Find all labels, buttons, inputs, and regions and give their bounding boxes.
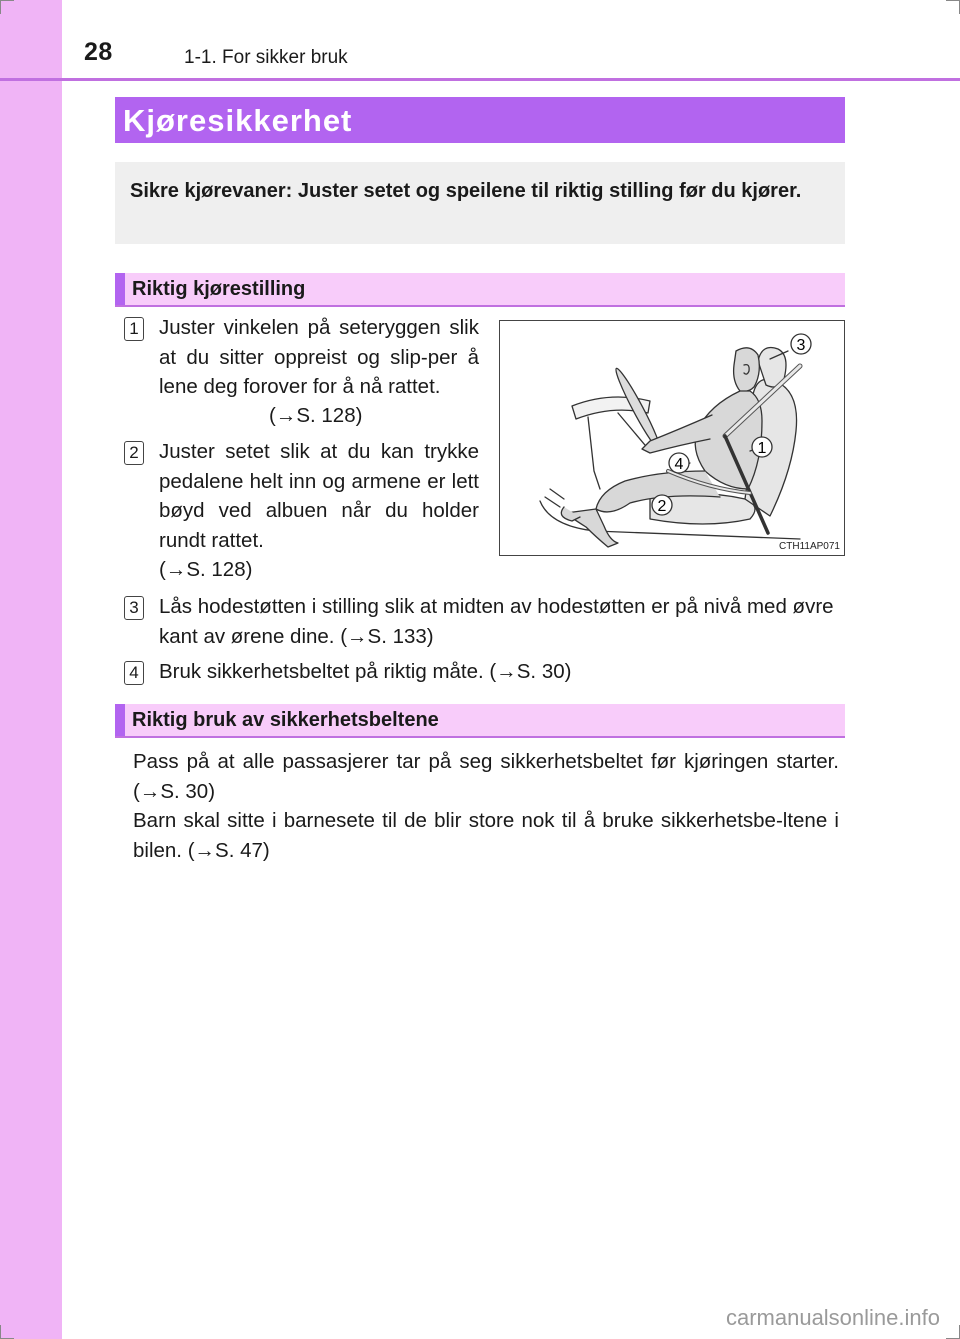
page-sidebar <box>0 0 62 1339</box>
paragraph: Pass på at alle passasjerer tar på seg sikkerhetsbeltet før kjøringen starter. (→S. 30) <box>133 750 839 803</box>
page-number: 28 <box>84 38 113 66</box>
item-text: Bruk sikkerhetsbeltet på riktig måte. <box>159 660 484 683</box>
subheader-accent-bar <box>115 704 125 736</box>
list-item <box>129 437 479 585</box>
header-rule <box>0 78 960 81</box>
item-number-badge: 3 <box>124 596 144 620</box>
callout-4: 4 <box>674 456 684 473</box>
item-text: Lås hodestøtten i stilling slik at midten av hodestøtten er på nivå med øvre kant av ørene dine. <box>159 595 834 648</box>
crop-mark <box>0 0 14 1</box>
list-item <box>129 592 839 651</box>
subheader-label: Riktig kjørestilling <box>132 278 306 300</box>
crop-mark <box>946 0 960 1</box>
subheader-accent-bar <box>115 273 125 305</box>
driver-seat-illustration <box>500 321 843 554</box>
section-path: 1-1. For sikker bruk <box>184 47 348 68</box>
item-number-badge: 2 <box>124 441 144 465</box>
figure-code: CTH11AP071 <box>779 541 840 552</box>
paragraph: Barn skal sitte i barnesete til de blir store nok til å bruke sikkerhetsbe-ltene i bilen. (→S. 47) <box>133 809 839 862</box>
driving-position-figure <box>499 320 845 556</box>
item-text: Juster setet slik at du kan trykke pedalene helt inn og armene er lett bøyd ved albuen når du holder rundt rattet. <box>159 440 479 552</box>
page-title: Kjøresikkerhet <box>123 103 353 138</box>
subheader-seatbelt-use <box>115 704 845 738</box>
list-item <box>129 313 479 402</box>
intro-box: Sikre kjørevaner: Juster setet og speilene til riktig stilling før du kjører. <box>115 162 845 244</box>
item-reference: (→S. 128) <box>269 404 363 427</box>
item-text: Juster vinkelen på seteryggen slik at du sitter oppreist og slip-per å lene deg forover for å nå rattet. <box>159 316 479 398</box>
item-reference: (→S. 128) <box>159 558 253 581</box>
item-number-badge: 1 <box>124 317 144 341</box>
item-reference: (→S. 30) <box>489 660 572 683</box>
subheader-label: Riktig bruk av sikkerhetsbeltene <box>132 709 439 731</box>
list-item <box>129 657 839 687</box>
seatbelt-paragraphs <box>133 747 839 865</box>
callout-2: 2 <box>657 498 667 515</box>
callout-3: 3 <box>796 337 806 354</box>
crop-mark <box>0 1325 1 1339</box>
subheader-driving-position <box>115 273 845 307</box>
item-number-badge: 4 <box>124 661 144 685</box>
callout-1: 1 <box>757 440 767 457</box>
item-reference: (→S. 133) <box>340 624 434 648</box>
title-banner <box>115 97 845 143</box>
crop-mark <box>0 0 1 14</box>
watermark: carmanualsonline.info <box>725 1305 940 1330</box>
